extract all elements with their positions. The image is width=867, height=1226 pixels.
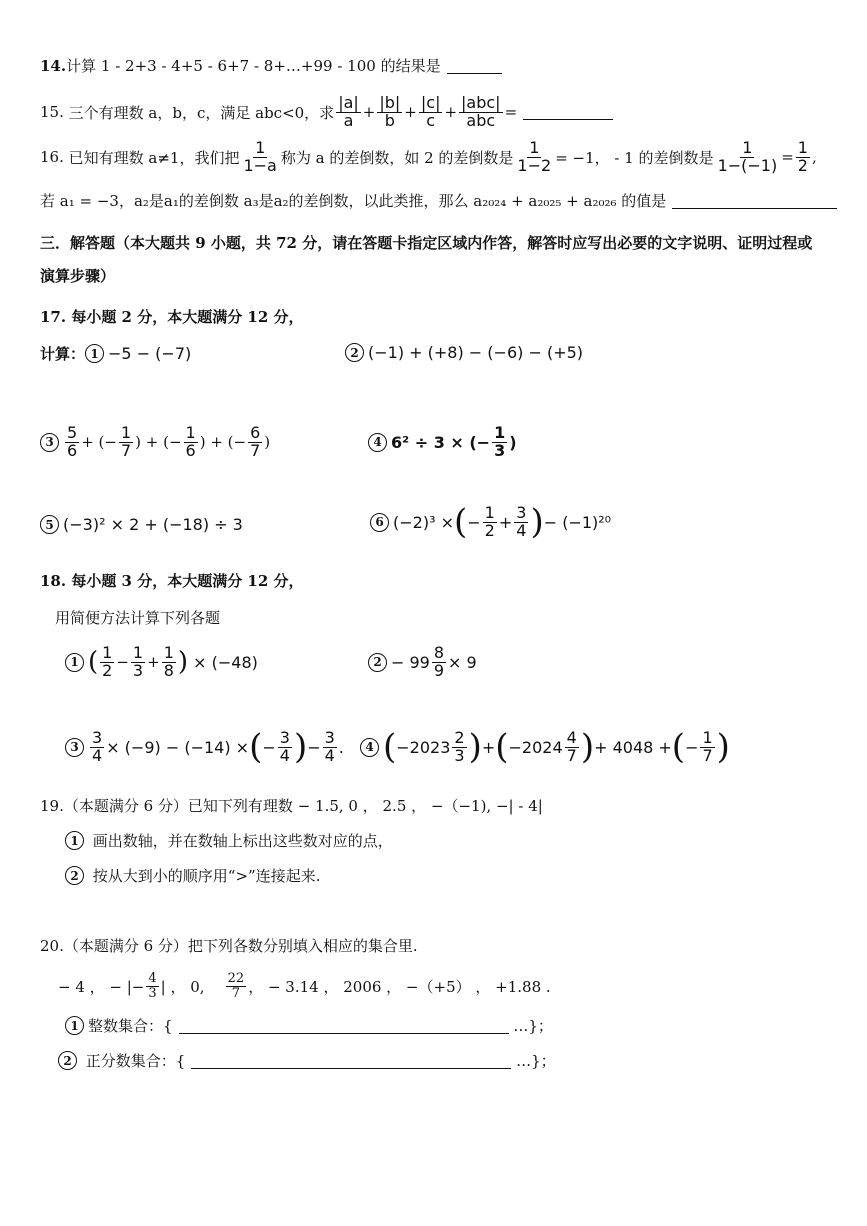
q15-answer-blank xyxy=(523,104,613,120)
circle-2d-icon: 2 xyxy=(58,1051,77,1070)
q16-text3: = −1， - 1 的差倒数是 xyxy=(555,148,714,167)
q16-answer-blank xyxy=(672,193,837,209)
q18-p3-frac3: $\frac{3}{4}$ xyxy=(324,728,335,765)
q20-positive-fraction-set xyxy=(58,1050,837,1071)
q19-text: 19.（本题满分 6 分）已知下列有理数 − 1.5, 0 ， 2.5 ， −（−1), −| - 4| xyxy=(40,797,543,815)
q18-p4-frac2: $\frac{4}{7}$ xyxy=(566,728,577,765)
q17-problem-5: (−3)² × 2 + (−18) ÷ 3 xyxy=(63,515,243,534)
q16-text4: = xyxy=(781,148,794,167)
q17-p6-frac1: $\frac{1}{2}$ xyxy=(484,503,495,540)
q19-step2-text: 按从大到小的顺序用“>”连接起来. xyxy=(92,867,321,885)
q17-p3-frac4: $\frac{6}{7}$ xyxy=(250,423,261,460)
q18-subtitle xyxy=(55,607,837,628)
q17-problem-6a: (−2)³ × xyxy=(393,512,454,532)
q20-integer-label: 整数集合：{ xyxy=(88,1017,173,1035)
question-16: 16. 已知有理数 a≠1，我们把 $\frac{1}{1-a}$ 称为 a 的差倒数，如 2 的差倒数是 $\frac{1}{1-2}$ = −1， - 1 的差倒数是 $\frac{1}{1-(-1)}$ = $\frac{1}{2}$ , xyxy=(40,138,817,175)
q20-integer-blank xyxy=(179,1018,509,1034)
q17-calc-label: 计算： xyxy=(40,345,86,363)
q17-problem-1: −5 − (−7) xyxy=(108,344,192,363)
q17-p6-frac2: $\frac{3}{4}$ xyxy=(516,503,527,540)
q18-p3-frac1: $\frac{3}{4}$ xyxy=(92,728,103,765)
q20-text: 20.（本题满分 6 分）把下列各数分别填入相应的集合里. xyxy=(40,937,418,955)
circle-1b-icon: 1 xyxy=(65,653,84,672)
circle-6-icon: 6 xyxy=(370,513,389,532)
q20-nums-b: | ， 0, xyxy=(160,977,205,996)
section-3-line1: 三．解答题（本大题共 9 小题，共 72 分，请在答题卡指定区域内作答，解答时应写出必要的文字说明、证明过程或 xyxy=(40,234,813,252)
section-3-heading xyxy=(40,232,837,253)
q19-step1-text: 画出数轴，并在数轴上标出这些数对应的点， xyxy=(92,832,393,850)
circle-1-icon: 1 xyxy=(85,344,104,363)
circle-3-icon: 3 xyxy=(40,433,59,452)
q15-frac-b: $\frac{|b|}{b}$ xyxy=(379,93,401,130)
q19-step1 xyxy=(65,830,837,851)
question-17-title xyxy=(40,306,837,327)
q18-problem-4a: + xyxy=(481,737,496,757)
q16-frac-ex1: $\frac{1}{1-2}$ xyxy=(517,138,552,175)
circle-2-icon: 2 xyxy=(345,343,364,362)
q15-text: 三个有理数 a，b，c，满足 abc<0，求 xyxy=(68,103,335,122)
q18-problem-3b: . xyxy=(338,737,344,757)
q20-fraction-tail: …}； xyxy=(516,1052,556,1070)
question-14 xyxy=(40,55,837,76)
section-3-heading-line2 xyxy=(40,265,837,286)
q15-frac-a: $\frac{|a|}{a}$ xyxy=(338,93,359,130)
circle-5-icon: 5 xyxy=(40,515,59,534)
q18-row2: 3 $\frac{3}{4}$ × (−9) − (−14) × ( − $\frac{3}{4}$ ) − $\frac{3}{4}$ . xyxy=(65,730,837,765)
q20-fraction-label: 正分数集合：{ xyxy=(85,1052,186,1070)
question-18-title xyxy=(40,570,837,591)
q18-problem-4-wrap: 4 ( −2023 $\frac{2}{3}$ ) + ( −2024 $\frac{4}{7}$ ) + 4048 + ( − $\frac{1}{7}$ ) xyxy=(360,730,730,765)
q17-problem-6-wrap: 6 (−2)³ × ( − $\frac{1}{2}$ + $\frac{3}{4}$ ) − (−1)²⁰ xyxy=(370,505,611,540)
q17-row2: 3 $\frac{5}{6}$ + (− $\frac{1}{7}$ ) + (− $\frac{1}{6}$ ) + (− $\frac{6}{7}$ ) xyxy=(40,425,837,460)
q17-problem-4: 6² ÷ 3 × (− xyxy=(391,432,491,452)
q20-nums-c: ， − 3.14 ， 2006 ， −（+5） ， +1.88 . xyxy=(248,977,551,996)
circle-4b-icon: 4 xyxy=(360,738,379,757)
question-19 xyxy=(40,795,837,816)
q18-p1-frac1: $\frac{1}{2}$ xyxy=(102,643,113,680)
question-20 xyxy=(40,935,837,956)
q17-problem-6b: − (−1)²⁰ xyxy=(543,512,612,532)
q18-p4-frac3: $\frac{1}{7}$ xyxy=(702,728,713,765)
circle-3b-icon: 3 xyxy=(65,738,84,757)
q17-p3-frac3: $\frac{1}{6}$ xyxy=(185,423,196,460)
q16-number: 16. xyxy=(40,148,64,167)
circle-2c-icon: 2 xyxy=(65,866,84,885)
q18-problem-2a: − 99 xyxy=(391,652,430,672)
q20-integer-set xyxy=(65,1015,837,1036)
q14-number: 14. xyxy=(40,56,67,75)
q19-step2 xyxy=(65,865,837,886)
q14-answer-blank xyxy=(447,58,502,74)
q17-problem-4-wrap: 4 6² ÷ 3 × (− $\frac{1}{3}$ ) xyxy=(368,425,517,460)
q18-p1-frac3: $\frac{1}{8}$ xyxy=(163,643,174,680)
q20-frac2: $\frac{22}{7}$ xyxy=(227,971,245,1001)
q17-title: 17. 每小题 2 分，本大题满分 12 分， xyxy=(40,308,304,326)
q20-fraction-blank xyxy=(191,1053,511,1069)
q18-problem-2-wrap xyxy=(368,645,477,680)
q18-problem-3a: × (−9) − (−14) × xyxy=(106,737,250,757)
section-3-line2: 演算步骤） xyxy=(40,267,116,285)
circle-2b-icon: 2 xyxy=(368,653,387,672)
q18-p1-frac2: $\frac{1}{3}$ xyxy=(132,643,144,680)
q20-integer-tail: …}； xyxy=(513,1017,553,1035)
q15-number: 15. xyxy=(40,103,64,122)
q15-frac-abc: $\frac{\text{|abc|}}{\text{abc}}$ xyxy=(461,93,501,130)
circle-1d-icon: 1 xyxy=(65,1016,84,1035)
q20-numbers xyxy=(58,972,837,1000)
q17-p3-frac2: $\frac{1}{7}$ xyxy=(120,423,132,460)
q20-nums-a: − 4 ， − |− xyxy=(58,977,145,996)
q18-row1: 1 ( $\frac{1}{2}$ − $\frac{1}{3}$ + $\frac{1}{8}$ ) × (−48) xyxy=(65,645,837,680)
q18-p3-frac2: $\frac{3}{4}$ xyxy=(279,728,290,765)
q16-text2: 称为 a 的差倒数，如 2 的差倒数是 xyxy=(280,148,514,167)
q15-frac-c: $\frac{|c|}{c}$ xyxy=(420,93,441,130)
q18-p2-frac: $\frac{8}{9}$ xyxy=(433,643,445,680)
q17-p4-frac: $\frac{1}{3}$ xyxy=(494,423,506,460)
question-16-line2 xyxy=(40,190,837,211)
q20-frac1: $\frac{4}{3}$ xyxy=(148,971,157,1001)
q17-p3-frac1: $\frac{5}{6}$ xyxy=(67,423,78,460)
q17-problem-2-wrap xyxy=(345,343,583,362)
q18-problem-2b: × 9 xyxy=(448,652,477,672)
q16-line2-text: 若 a₁ = −3，a₂是a₁的差倒数 a₃是a₂的差倒数，以此类推，那么 a₂₀₂₄ + a₂₀₂₅ + a₂₀₂₆ 的值是 xyxy=(40,192,667,210)
q14-text: 计算 1 - 2+3 - 4+5 - 6+7 - 8+…+99 - 100 的结果是 xyxy=(66,57,441,75)
q16-text1: 已知有理数 a≠1，我们把 xyxy=(68,148,240,167)
circle-1c-icon: 1 xyxy=(65,831,84,850)
q18-title: 18. 每小题 3 分，本大题满分 12 分， xyxy=(40,572,304,590)
q15-equals: = xyxy=(504,103,518,122)
q17-problem-2: (−1) + (+8) − (−6) − (+5) xyxy=(368,343,584,362)
q18-sub: 用简便方法计算下列各题 xyxy=(55,609,221,627)
q18-p4-frac1: $\frac{2}{3}$ xyxy=(454,728,465,765)
question-15: 15. 三个有理数 a，b，c，满足 abc<0，求 $\frac{|a|}{a}$ + $\frac{|b|}{b}$ + $\frac{|c|}{c}$ + $\frac{\text{|abc|}}{\text{abc}}$ = xyxy=(40,95,837,130)
circle-4-icon: 4 xyxy=(368,433,387,452)
q16-frac-ex2: $\frac{1}{1-(-1)}$ xyxy=(717,138,778,175)
q18-problem-4b: + 4048 + xyxy=(594,737,672,757)
q16-frac-def: $\frac{1}{1-a}$ xyxy=(243,138,277,175)
q16-frac-ex2-result: $\frac{1}{2}$ xyxy=(797,138,808,175)
